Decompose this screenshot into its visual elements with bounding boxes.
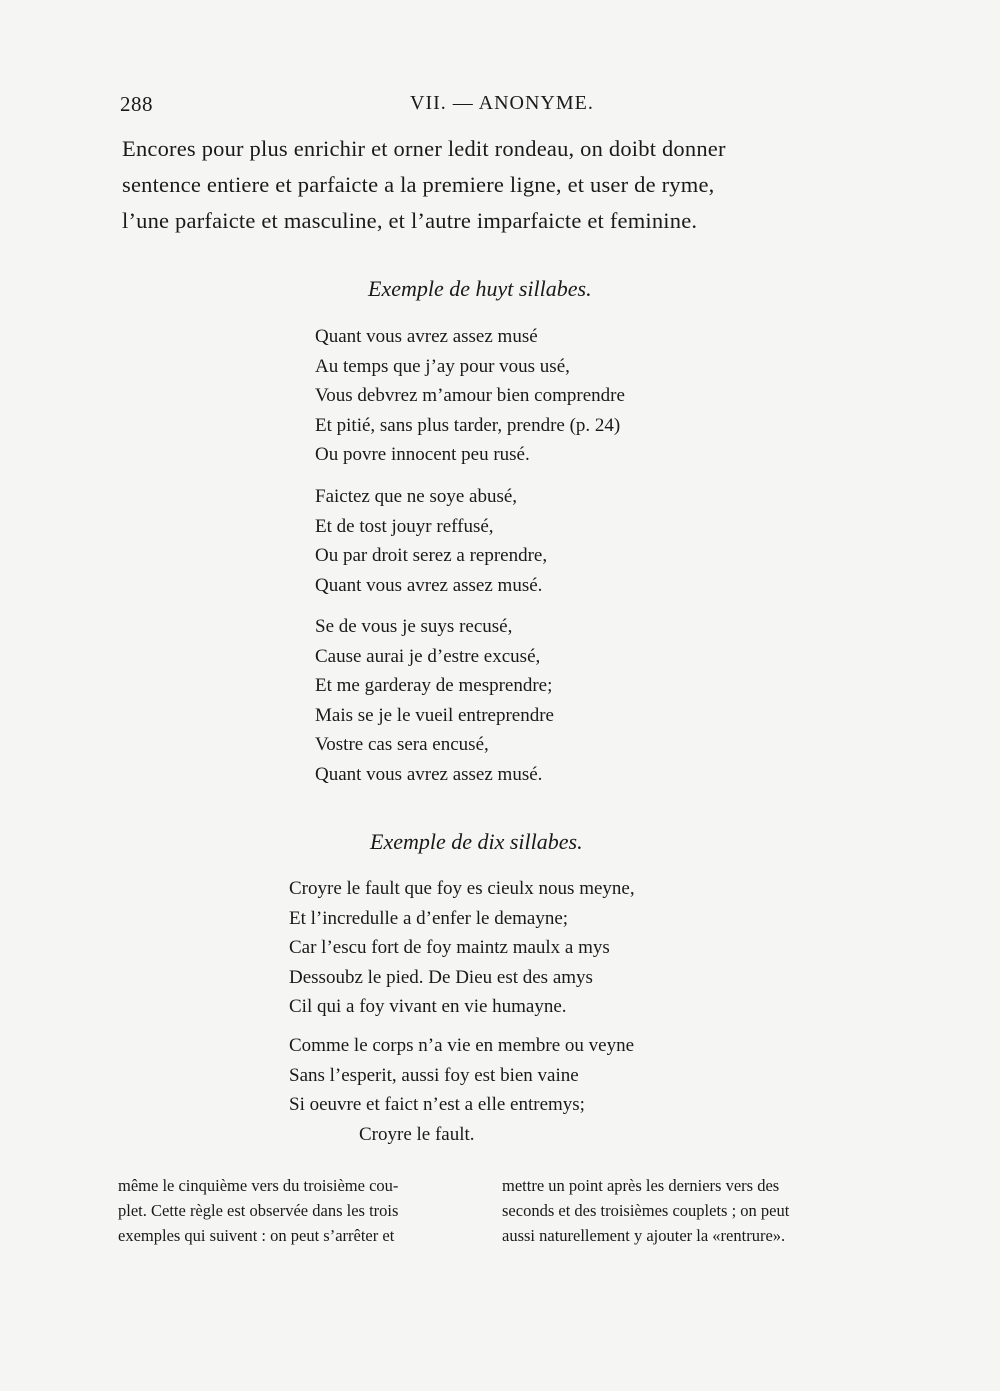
verse-line: Vostre cas sera encusé, [315, 734, 489, 755]
verse-line: Et de tost jouyr reffusé, [315, 515, 494, 537]
example1-stanza2 [315, 482, 547, 600]
footnote-line: plet. Cette règle est observée dans les trois [118, 1201, 399, 1220]
verse-line: Si oeuvre et faict n’est a elle entremys; [289, 1094, 585, 1115]
verse-line: Comme le corps n’a vie en membre ou veyne [289, 1035, 635, 1056]
verse-line: Dessoubz le pied. De Dieu est des amys [289, 966, 593, 988]
footnote-line: exemples qui suivent : on peut s’arrêter et [118, 1226, 395, 1245]
verse-line: Quant vous avrez assez musé. [315, 763, 543, 785]
footnote-line: aussi naturellement y ajouter la «rentrure». [502, 1226, 786, 1245]
verse-line: Cil qui a foy vivant en vie humayne. [289, 996, 567, 1017]
verse-line: Quant vous avrez assez musé [315, 326, 538, 347]
verse-line: Car l’escu fort de foy maintz maulx a mys [289, 937, 610, 958]
verse-line: Quant vous avrez assez musé. [315, 574, 543, 596]
footnote-left-column [118, 1173, 473, 1248]
example2-stanza1 [289, 874, 635, 1022]
intro-line: Encores pour plus enrichir et orner ledit rondeau, on doibt donner [122, 136, 726, 161]
footnote-line: mettre un point après les derniers vers des [502, 1176, 780, 1195]
example1-stanza3 [315, 612, 554, 789]
example2-heading: Exemple de dix sillabes. [370, 829, 583, 854]
footnote-line: même le cinquième vers du troisième cou- [118, 1176, 399, 1195]
intro-line: sentence entiere et parfaicte a la premiere ligne, et user de ryme, [122, 172, 715, 197]
intro-line: l’une parfaicte et masculine, et l’autre imparfaicte et feminine. [122, 208, 698, 233]
page-number: 288 [120, 92, 153, 116]
example1-heading: Exemple de huyt sillabes. [368, 276, 592, 301]
running-title: VII. — ANONYME. [410, 92, 594, 114]
verse-line: Sans l’esperit, aussi foy est bien vaine [289, 1064, 579, 1086]
verse-line: Cause aurai je d’estre excusé, [315, 645, 541, 667]
page-header [120, 92, 880, 122]
verse-line: Et me garderay de mesprendre; [315, 675, 553, 696]
verse-line: Ou povre innocent peu rusé. [315, 444, 530, 465]
example2-stanza2 [289, 1031, 634, 1149]
verse-line: Croyre le fault que foy es cieulx nous meyne, [289, 878, 635, 899]
intro-paragraph [122, 131, 867, 239]
footnote-right-column [502, 1173, 857, 1248]
refrain-line: Croyre le fault. [359, 1123, 475, 1145]
example1-stanza1 [315, 322, 625, 470]
verse-line: Vous debvrez m’amour bien comprendre [315, 385, 625, 406]
verse-line: Et l’incredulle a d’enfer le demayne; [289, 907, 569, 929]
footnote-line: seconds et des troisièmes couplets ; on peut [502, 1201, 790, 1220]
verse-line: Faictez que ne soye abusé, [315, 486, 518, 507]
verse-line: Et pitié, sans plus tarder, prendre (p. 24) [315, 414, 621, 436]
verse-line: Ou par droit serez a reprendre, [315, 545, 548, 566]
verse-line: Au temps que j’ay pour vous usé, [315, 355, 570, 377]
verse-line: Se de vous je suys recusé, [315, 616, 513, 637]
verse-line: Mais se je le vueil entreprendre [315, 704, 554, 726]
